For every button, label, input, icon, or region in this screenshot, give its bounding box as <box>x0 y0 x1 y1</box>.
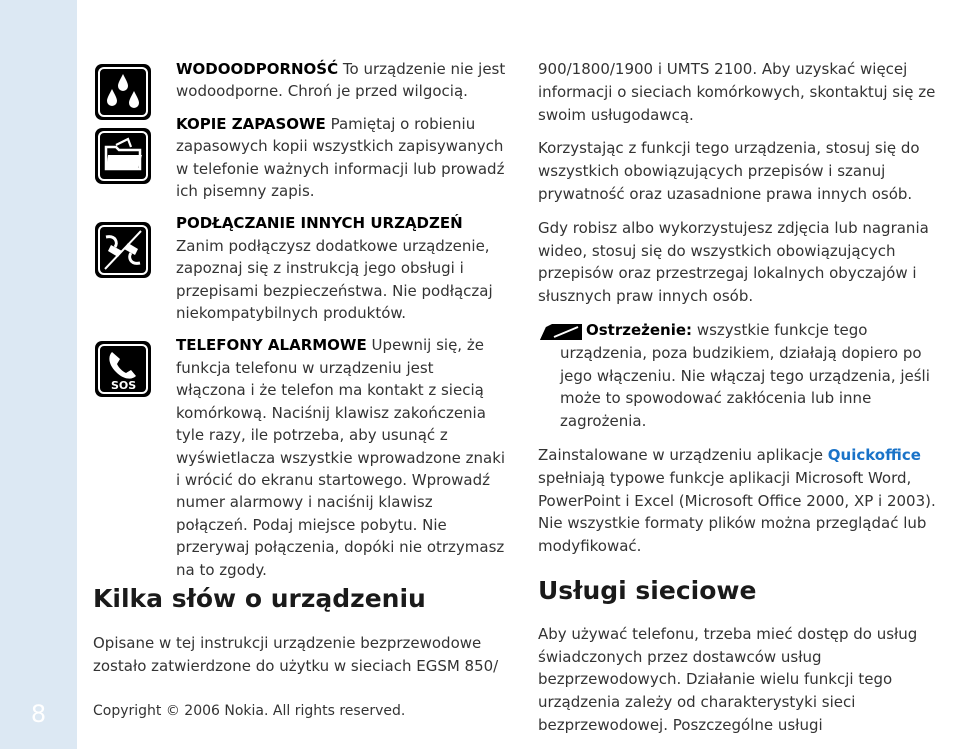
quickoffice-link[interactable]: Quickoffice <box>827 445 921 464</box>
section-title-about-device: Kilka słów o urządzeniu <box>93 584 426 613</box>
paragraph-connecting <box>176 212 506 324</box>
quickoffice-text-before: Zainstalowane w urządzeniu aplikacje <box>538 445 828 464</box>
warning-text: wszystkie funkcje tego urządzenia, poza budzikiem, działają dopiero po jego włączeniu. Nie włączaj tego urządzenia, jeśli może to spowodować zakłócenia lub inne zagrożenia. <box>560 320 930 431</box>
text-about-device: Opisane w tej instrukcji urządzenie bezprzewodowe zostało zatwierdzone do użytku w sieciach EGSM 850/ <box>93 634 499 675</box>
right-column <box>538 58 958 748</box>
water-drops-icon <box>95 64 151 120</box>
svg-text:SOS: SOS <box>111 379 137 392</box>
quickoffice-text-after: spełniają typowe funkcje aplikacji Microsoft Word, PowerPoint i Excel (Microsoft Office 2000, XP i 2003). Nie wszystkie formaty plików można przeglądać lub modyfikować. <box>538 468 936 556</box>
side-bar <box>0 0 77 749</box>
warning-pen-icon <box>538 323 582 341</box>
section-title-network-services: Usługi sieciowe <box>538 575 757 605</box>
heading-backup: KOPIE ZAPASOWE <box>176 114 326 133</box>
paragraph-quickoffice <box>538 444 958 558</box>
paragraph-laws: Korzystając z funkcji tego urządzenia, stosuj się do wszystkich obowiązujących przepisów i szanuj prywatność oraz uzasadnione prawa innych osób. <box>538 139 920 203</box>
paragraph-water-resistance <box>176 58 506 103</box>
sos-phone-icon <box>95 341 151 397</box>
paragraph-networks: 900/1800/1900 i UMTS 2100. Aby uzyskać więcej informacji o sieciach komórkowych, skontaktuj się ze swoim usługodawcą. <box>538 60 936 124</box>
paragraph-emergency <box>176 334 506 580</box>
copyright-notice: Copyright © 2006 Nokia. All rights reserved. <box>93 703 406 719</box>
plug-connection-icon <box>95 222 151 278</box>
text-connecting: Zanim podłączysz dodatkowe urządzenie, zapoznaj się z instrukcją jego obsługi i przepisami bezpieczeństwa. Nie podłączaj niekompatybilnych produktów. <box>176 236 493 323</box>
text-emergency: Upewnij się, że funkcja telefonu w urządzeniu jest włączona i że telefon ma kontakt z siecią komórkową. Naciśnij klawisz zakończenia tyle razy, ile potrzeba, aby usunąć z wyświetlacza wszystkie wprowadzone znaki i wrócić do ekranu startowego. Wprowadź numer alarmowy i naciśnij klawisz połączeń. Podaj miejsce pobytu. Nie przerywaj połączenia, dopóki nie otrzymasz na to zgody. <box>176 336 506 579</box>
paragraph-backup <box>176 113 506 203</box>
paragraph-photos: Gdy robisz albo wykorzystujesz zdjęcia lub nagrania wideo, stosuj się do wszystkich obowiązujących przepisów oraz przestrzegaj lokalnych obyczajów i słusznych praw innych osób. <box>538 218 929 306</box>
left-column <box>176 58 506 591</box>
paragraph-network-services: Aby używać telefonu, trzeba mieć dostęp do usług świadczonych przez dostawców usług bezprzewodowych. Działanie wielu funkcji tego urządzenia zależy od charakterystyki sieci bezprzewodowej. Poszczególne usługi <box>538 624 918 734</box>
folder-backup-icon <box>95 128 151 184</box>
heading-connecting: PODŁĄCZANIE INNYCH URZĄDZEŃ <box>176 214 463 233</box>
warning-label: Ostrzeżenie: <box>586 320 693 339</box>
heading-emergency: TELEFONY ALARMOWE <box>176 336 367 355</box>
text-backup: Pamiętaj o robieniu zapasowych kopii wszystkich zapisywanych w telefonie ważnych informacji lub prowadź ich pisemny zapis. <box>176 114 505 201</box>
heading-water-resistance: WODOODPORNOŚĆ <box>176 60 339 78</box>
page-number: 8 <box>30 700 47 728</box>
warning-paragraph <box>538 319 958 433</box>
text-water-resistance: To urządzenie nie jest wodoodporne. Chroń je przed wilgocią. <box>176 60 506 101</box>
